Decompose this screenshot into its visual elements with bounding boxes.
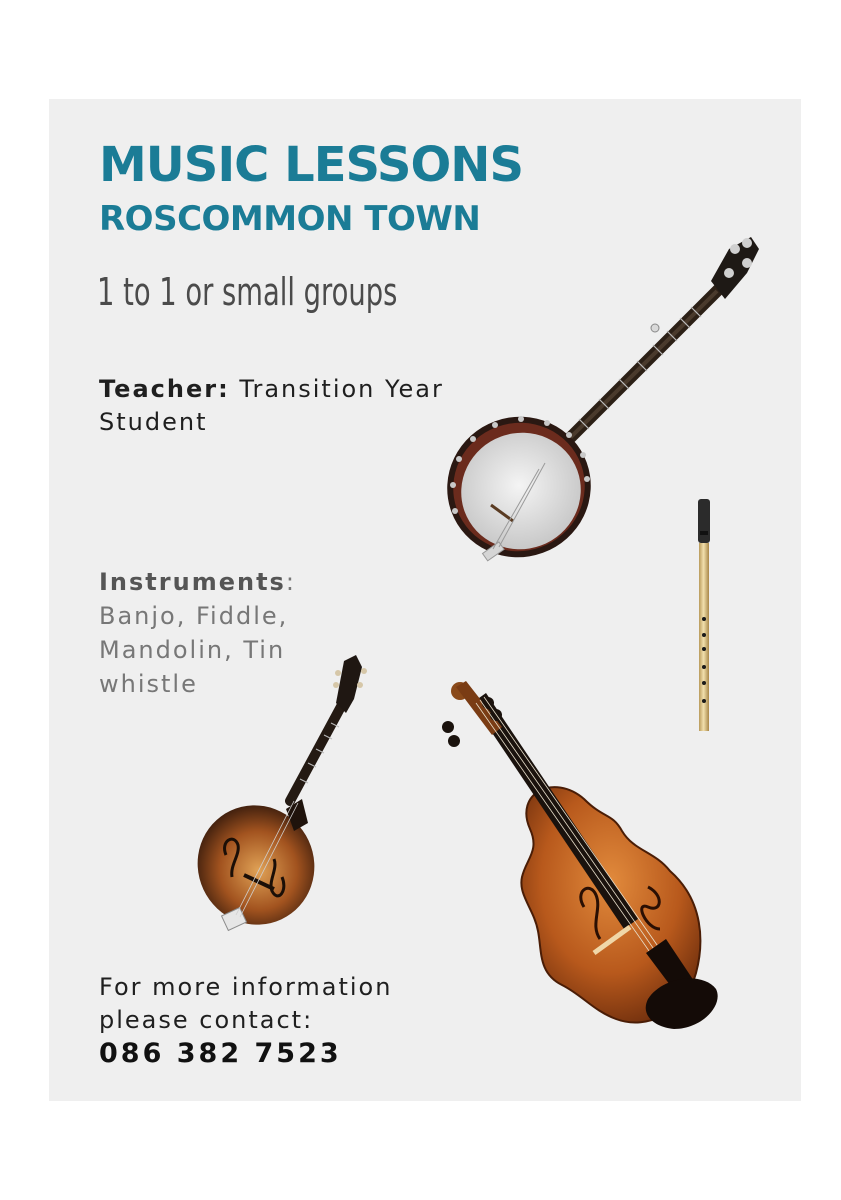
mandolin-icon [194,651,374,936]
instruments-colon: : [285,568,296,596]
poster-subtitle: ROSCOMMON TOWN [99,199,481,239]
fiddle-icon [434,681,754,1041]
contact-text: For more information please contact: [99,973,393,1034]
instruments-list: Banjo, Fiddle, Mandolin, Tin whistle [99,602,289,698]
contact-info [99,971,459,1071]
teacher-label: Teacher: [99,375,230,403]
phone-number: 086 382 7523 [99,1038,342,1069]
teacher-value: Transition Year Student [99,375,444,436]
instruments-label: Instruments [99,568,286,596]
poster-title: MUSIC LESSONS [99,137,524,193]
teacher-info [99,373,479,439]
poster [49,99,801,1101]
tagline: 1 to 1 or small groups [97,270,398,314]
banjo-icon [429,229,769,569]
